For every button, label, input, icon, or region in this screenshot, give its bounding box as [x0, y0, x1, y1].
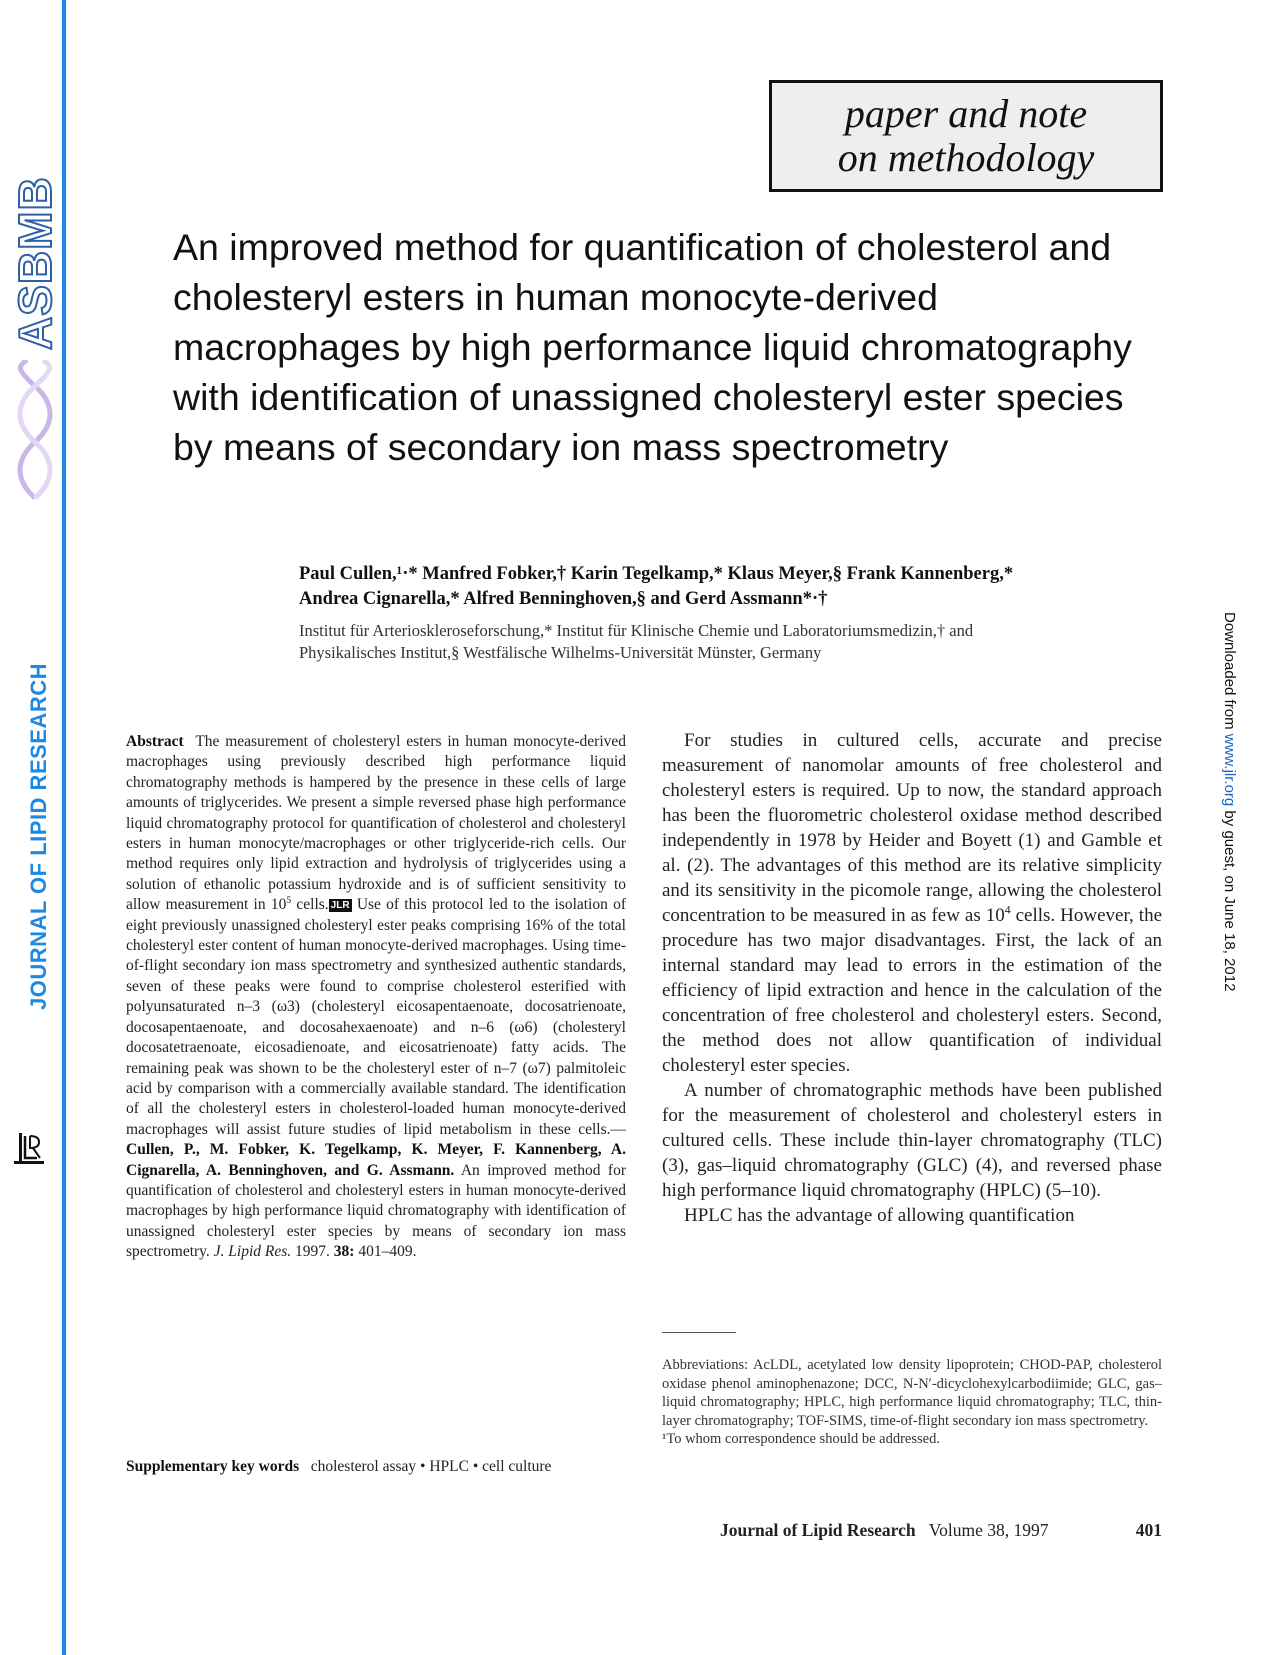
abstract-text-2: cells.: [291, 896, 329, 914]
journal-vertical-title: JOURNAL OF LIPID RESEARCH: [26, 662, 51, 1010]
intro-paragraph-1: [662, 728, 1162, 1078]
keywords-text: cholesterol assay • HPLC • cell culture: [310, 1458, 552, 1475]
abstract-text-3: Use of this protocol led to the isolation of eight previously unassigned cholesteryl ester peaks comprising 16% of the total cholesteryl ester content of human monocyte-derived macrophages. Using time-of-flight secondary ion mass spectrometry and synthesized authentic standards, seven of these peaks were found to comprise cholesterol esterified with polyunsaturated n–3 (ω3) (cholesteryl eicosapentaenoate, docosatrienoate, docosapentaenoate, and docosahexaenoate) and n–6 (ω6) (cholesteryl docosatetraenoate, eicosadienoate, and eicosatrienoate) fatty acids. The remaining peak was shown to be the cholesteryl ester of n–7 (ω7) palmitoleic acid by comparison with a commercially available standard. The identification of all the cholesteryl esters in cholesterol-loaded human monocyte-derived macrophages will assist future studies of lipid metabolism in these cells.—: [126, 896, 627, 1138]
intro-paragraph-3: HPLC has the advantage of allowing quantification: [684, 1205, 1075, 1226]
citation-title: An improved method for quantification of cholesterol and cholesteryl esters in human monocyte-derived macrophages by high performance liquid chromatography with identification of unassigned cholesteryl ester species by means of secondary ion mass spectrometry.: [126, 1161, 626, 1261]
abstract: [126, 732, 626, 1263]
abstract-text-1: The measurement of cholesteryl esters in human monocyte-derived macrophages using previously described high performance liquid chromatography methods is hampered by the presence in these cells of large amounts of triglycerides. We present a simple reversed phase high performance liquid chromatography protocol for quantification of cholesterol and cholesteryl esters in human monocyte/macrophages or other triglyceride-rich cells. Our method requires only lipid extraction and hydrolysis of triglycerides using a solution of ethanolic potassium hydroxide and is of sufficient sensitivity to allow measurement in 10: [126, 733, 627, 914]
supplementary-keywords: [126, 1457, 646, 1477]
article-type-badge: [769, 80, 1163, 192]
abbreviations-footnote: Abbreviations: AcLDL, acetylated low density lipoprotein; CHOD-PAP, cholesterol oxidase phenol aminophenazone; DCC, N-N′-dicyclohexylcarbodiimide; GLC, gas–liquid chromatography; HPLC, high performance liquid chromatography; TLC, thin-layer chromatography; TOF-SIMS, time-of-flight secondary ion mass spectrometry.: [662, 1357, 1162, 1429]
intro-p1-exponent: 4: [1004, 903, 1011, 917]
page-number: 401: [1135, 1520, 1162, 1540]
dna-swirl-icon: [11, 360, 59, 500]
citation-journal: J. Lipid Res.: [213, 1243, 292, 1261]
footer-volume: Volume 38, 1997: [928, 1520, 1049, 1540]
citation-pages: 401–409.: [354, 1243, 417, 1261]
badge-line-1: paper and note: [844, 91, 1088, 136]
jlr-logo-icon: [12, 1130, 46, 1166]
badge-line-2: on methodology: [837, 135, 1095, 180]
abstract-exponent: 5: [286, 895, 292, 907]
citation-authors: Cullen, P., M. Fobker, K. Tegelkamp, K. Meyer, F. Kannenberg, A. Cignarella, A. Benninghoven, and G. Assmann.: [126, 1141, 626, 1179]
left-sidebar: [0, 0, 62, 1655]
article-title: An improved method for quantification of cholesterol and cholesteryl esters in human monocyte-derived macrophages by high performance liquid chromatography with identification of unassigned cholesteryl ester species by means of secondary ion mass spectrometry: [173, 226, 1132, 468]
running-footer: [720, 1520, 1162, 1541]
author-line-2: Andrea Cignarella,* Alfred Benninghoven,§ and Gerd Assmann*·†: [299, 589, 828, 609]
affiliations: [299, 620, 1159, 664]
abstract-label: Abstract: [126, 733, 184, 750]
introduction-column: [662, 728, 1162, 1228]
footnote-divider: [662, 1332, 736, 1333]
citation-year: 1997.: [291, 1243, 334, 1261]
correspondence-footnote: ¹To whom correspondence should be addressed.: [662, 1431, 940, 1447]
intro-p1-text-b: cells. However, the procedure has two major disadvantages. First, the lack of an internal standard may lead to errors in the estimation of the efficiency of lipid extraction and hence in the calculation of the concentration of free cholesterol and cholesteryl esters. Second, the method does not allow quantification of individual cholesteryl ester species.: [662, 905, 1162, 1076]
asbmb-logo: [7, 140, 63, 500]
intro-p1-text-a: For studies in cultured cells, accurate and precise measurement of nanomolar amounts of free cholesterol and cholesteryl esters is required. Up to now, the standard approach has been the fluorometric cholesterol oxidase method described independently in 1978 by Heider and Boyett (1) and Gamble et al. (2). The advantages of this method are its relative simplicity and its sensitivity in the picomole range, allowing the cholesterol concentration to be measured in as few as 10: [662, 730, 1162, 926]
footer-journal-name: Journal of Lipid Research: [720, 1520, 916, 1540]
download-note: [1221, 612, 1238, 991]
affiliation-line-2: Physikalisches Institut,§ Westfälische Wilhelms-Universität Münster, Germany: [299, 643, 822, 662]
jlr-website-link[interactable]: www.jlr.org: [1221, 733, 1238, 807]
keywords-label: Supplementary key words: [126, 1458, 300, 1475]
author-list: [299, 562, 1159, 612]
jlr-mini-icon: JLR: [330, 900, 350, 912]
download-note-prefix: Downloaded from: [1221, 612, 1238, 734]
affiliation-line-1: Institut für Arterioskleroseforschung,* Institut für Klinische Chemie und Laboratoriumsmedizin,† and: [299, 621, 974, 640]
asbmb-wordmark: ASBMB: [9, 176, 61, 350]
intro-paragraph-2: A number of chromatographic methods have been published for the measurement of cholesterol and cholesteryl esters in cultured cells. These include thin-layer chromatography (TLC) (3), gas–liquid chromatography (GLC) (4), and reversed phase high performance liquid chromatography (HPLC) (5–10).: [662, 1080, 1162, 1201]
download-note-suffix: by guest, on June 18, 2012: [1221, 806, 1238, 992]
footnotes: [662, 1356, 1162, 1449]
citation-volume: 38:: [333, 1243, 355, 1261]
author-line-1: Paul Cullen,¹·* Manfred Fobker,† Karin Tegelkamp,* Klaus Meyer,§ Frank Kannenberg,*: [299, 564, 1014, 584]
